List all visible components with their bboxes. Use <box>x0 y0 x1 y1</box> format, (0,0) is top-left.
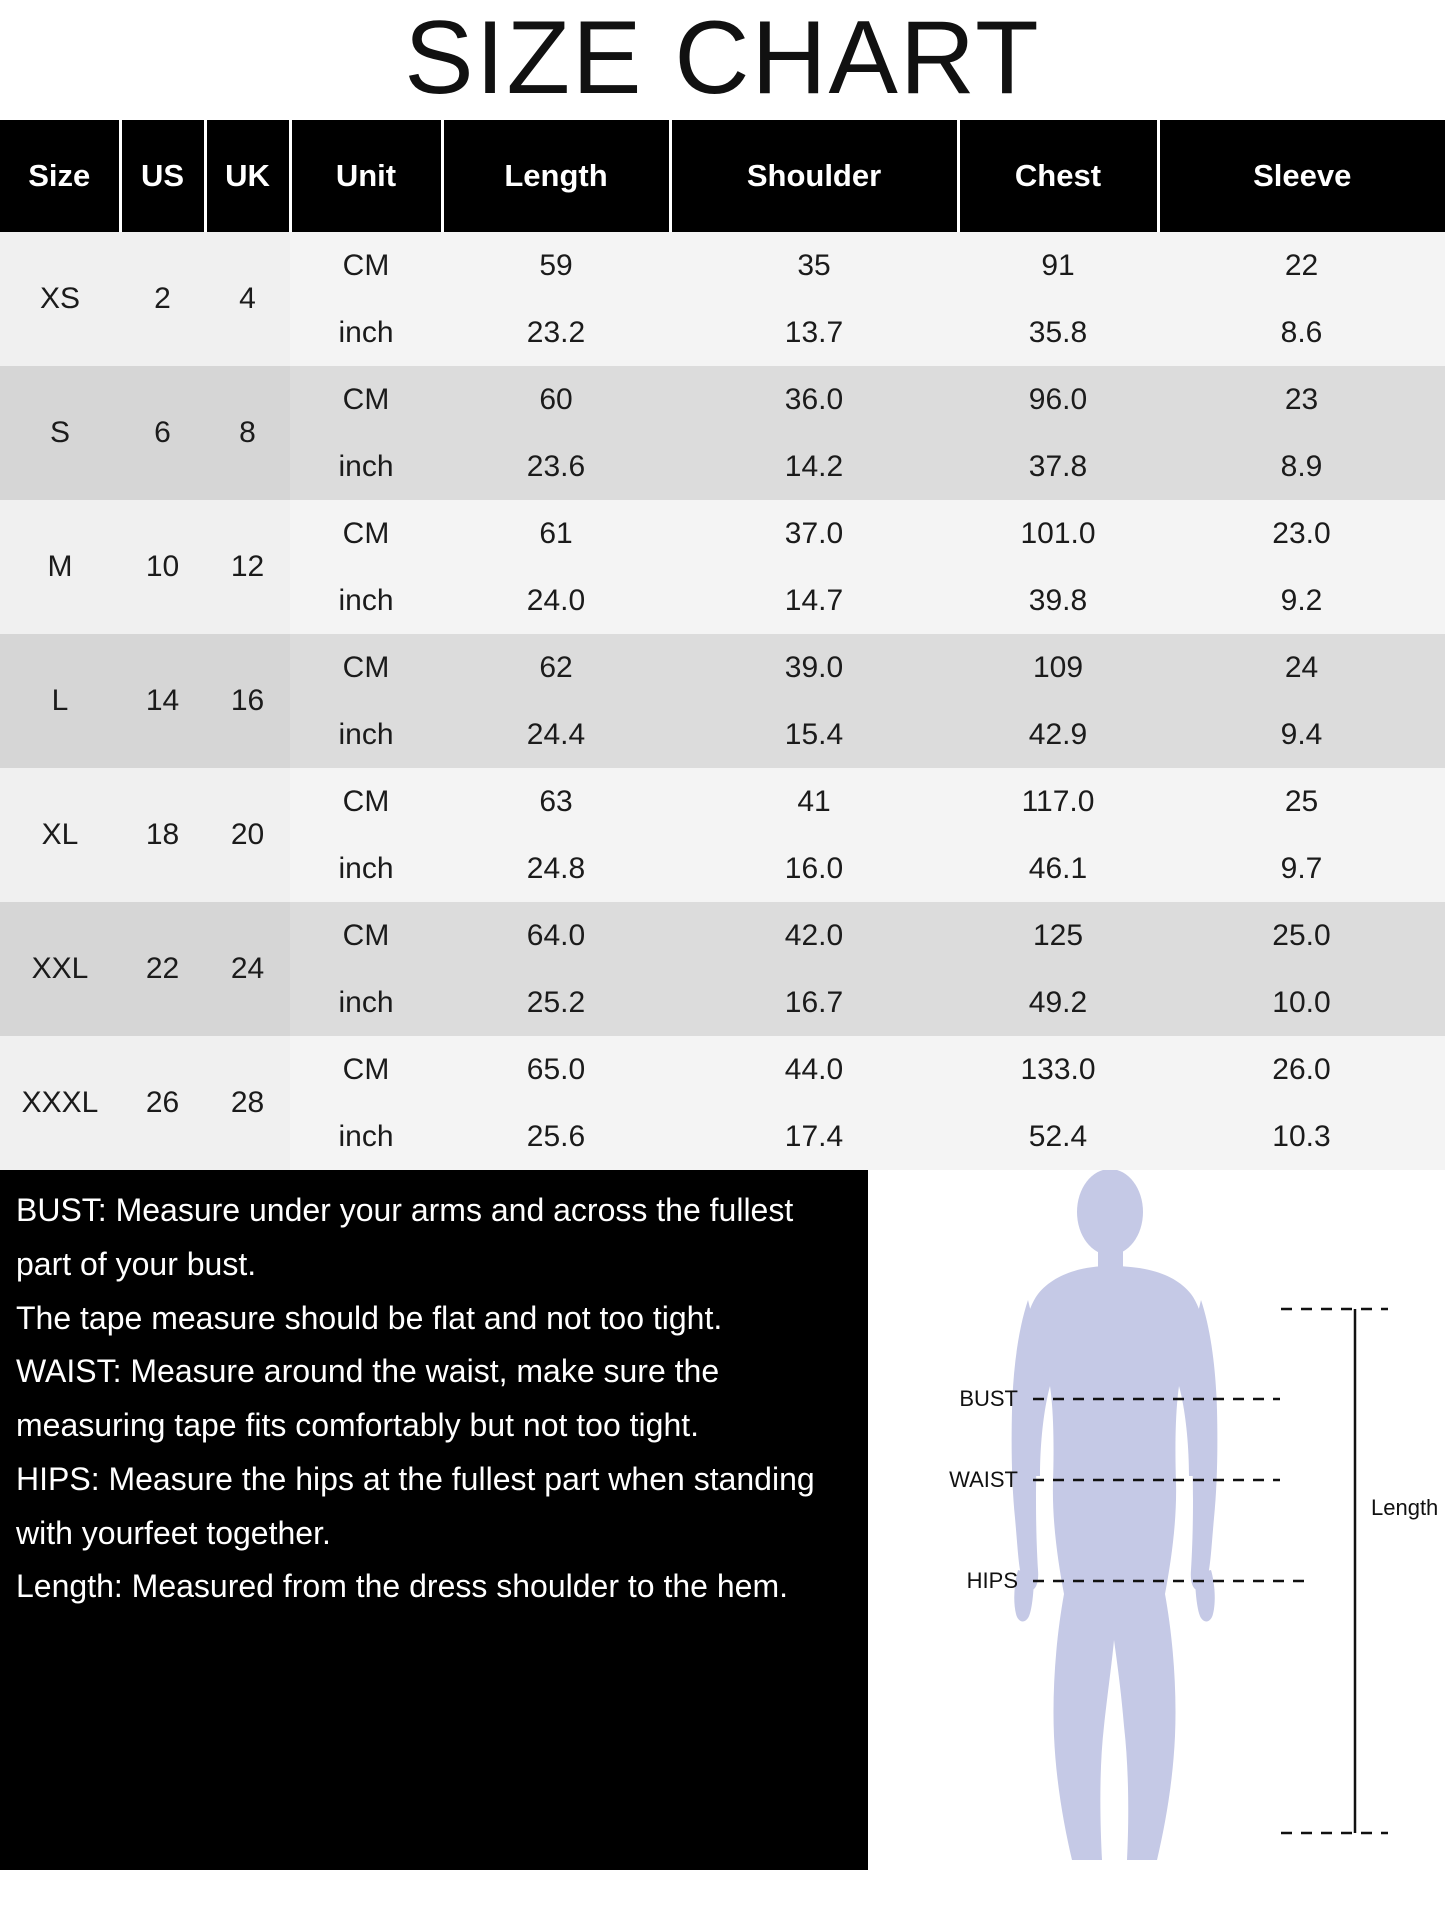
table-row <box>0 232 1445 299</box>
cell-unit: CM <box>290 768 442 835</box>
cell-sleeve: 26.0 <box>1158 1036 1445 1103</box>
cell-size: S <box>0 366 120 500</box>
cell-sleeve: 9.4 <box>1158 701 1445 768</box>
cell-sleeve: 25 <box>1158 768 1445 835</box>
cell-unit: inch <box>290 701 442 768</box>
cell-chest: 42.9 <box>958 701 1158 768</box>
table-row <box>0 634 1445 701</box>
column-header-uk: UK <box>205 120 290 232</box>
cell-shoulder: 13.7 <box>670 299 958 366</box>
size-chart-table <box>0 120 1445 1170</box>
cell-uk: 8 <box>205 366 290 500</box>
cell-length: 23.6 <box>442 433 670 500</box>
cell-uk: 24 <box>205 902 290 1036</box>
cell-unit: inch <box>290 299 442 366</box>
cell-sleeve: 9.7 <box>1158 835 1445 902</box>
cell-chest: 117.0 <box>958 768 1158 835</box>
cell-chest: 125 <box>958 902 1158 969</box>
cell-size: XXL <box>0 902 120 1036</box>
cell-chest: 101.0 <box>958 500 1158 567</box>
length-label: Length <box>1371 1495 1439 1520</box>
cell-length: 25.6 <box>442 1103 670 1170</box>
cell-sleeve: 9.2 <box>1158 567 1445 634</box>
cell-shoulder: 14.2 <box>670 433 958 500</box>
cell-length: 65.0 <box>442 1036 670 1103</box>
cell-shoulder: 35 <box>670 232 958 299</box>
cell-chest: 52.4 <box>958 1103 1158 1170</box>
cell-unit: CM <box>290 500 442 567</box>
cell-length: 60 <box>442 366 670 433</box>
cell-shoulder: 36.0 <box>670 366 958 433</box>
column-header-shoulder: Shoulder <box>670 120 958 232</box>
table-header-row <box>0 120 1445 232</box>
cell-shoulder: 42.0 <box>670 902 958 969</box>
cell-unit: inch <box>290 1103 442 1170</box>
cell-shoulder: 39.0 <box>670 634 958 701</box>
cell-unit: inch <box>290 433 442 500</box>
cell-unit: CM <box>290 902 442 969</box>
cell-unit: CM <box>290 1036 442 1103</box>
bust-label: BUST <box>959 1386 1018 1411</box>
cell-chest: 39.8 <box>958 567 1158 634</box>
cell-chest: 96.0 <box>958 366 1158 433</box>
cell-chest: 91 <box>958 232 1158 299</box>
cell-uk: 16 <box>205 634 290 768</box>
cell-sleeve: 8.6 <box>1158 299 1445 366</box>
cell-unit: inch <box>290 969 442 1036</box>
waist-label: WAIST <box>949 1467 1018 1492</box>
cell-us: 6 <box>120 366 205 500</box>
table-row <box>0 366 1445 433</box>
cell-chest: 46.1 <box>958 835 1158 902</box>
cell-length: 59 <box>442 232 670 299</box>
cell-unit: inch <box>290 567 442 634</box>
female-body-silhouette-icon <box>1012 1170 1218 1860</box>
column-header-unit: Unit <box>290 120 442 232</box>
table-row <box>0 1036 1445 1103</box>
cell-uk: 20 <box>205 768 290 902</box>
cell-size: XS <box>0 232 120 366</box>
cell-uk: 28 <box>205 1036 290 1170</box>
cell-chest: 35.8 <box>958 299 1158 366</box>
cell-shoulder: 14.7 <box>670 567 958 634</box>
table-row <box>0 902 1445 969</box>
table-row <box>0 768 1445 835</box>
cell-sleeve: 22 <box>1158 232 1445 299</box>
cell-shoulder: 17.4 <box>670 1103 958 1170</box>
cell-sleeve: 8.9 <box>1158 433 1445 500</box>
cell-length: 24.4 <box>442 701 670 768</box>
page-title: SIZE CHART <box>404 0 1041 116</box>
cell-sleeve: 10.3 <box>1158 1103 1445 1170</box>
note-tape: The tape measure should be flat and not too tight. <box>16 1299 723 1336</box>
cell-uk: 12 <box>205 500 290 634</box>
cell-length: 24.8 <box>442 835 670 902</box>
cell-shoulder: 16.0 <box>670 835 958 902</box>
cell-unit: CM <box>290 634 442 701</box>
cell-us: 26 <box>120 1036 205 1170</box>
cell-sleeve: 25.0 <box>1158 902 1445 969</box>
column-header-chest: Chest <box>958 120 1158 232</box>
cell-sleeve: 10.0 <box>1158 969 1445 1036</box>
cell-size: L <box>0 634 120 768</box>
cell-chest: 133.0 <box>958 1036 1158 1103</box>
cell-length: 64.0 <box>442 902 670 969</box>
cell-length: 63 <box>442 768 670 835</box>
cell-chest: 49.2 <box>958 969 1158 1036</box>
cell-size: XXXL <box>0 1036 120 1170</box>
cell-size: XL <box>0 768 120 902</box>
cell-unit: CM <box>290 232 442 299</box>
cell-length: 61 <box>442 500 670 567</box>
cell-length: 23.2 <box>442 299 670 366</box>
column-header-us: US <box>120 120 205 232</box>
cell-size: M <box>0 500 120 634</box>
hips-label: HIPS <box>966 1568 1018 1593</box>
column-header-size: Size <box>0 120 120 232</box>
cell-sleeve: 23 <box>1158 366 1445 433</box>
cell-sleeve: 24 <box>1158 634 1445 701</box>
cell-us: 18 <box>120 768 205 902</box>
note-bust: BUST: Measure under your arms and across the fullest part of your bust. <box>16 1192 794 1282</box>
note-length: Length: Measured from the dress shoulder to the hem. <box>16 1568 788 1605</box>
cell-shoulder: 37.0 <box>670 500 958 567</box>
cell-unit: inch <box>290 835 442 902</box>
note-waist: WAIST: Measure around the waist, make sure the measuring tape fits comfortably but not too tight. <box>16 1353 720 1443</box>
cell-unit: CM <box>290 366 442 433</box>
note-hips: HIPS: Measure the hips at the fullest part when standing with yourfeet together. <box>16 1460 815 1551</box>
cell-length: 62 <box>442 634 670 701</box>
cell-shoulder: 44.0 <box>670 1036 958 1103</box>
cell-us: 10 <box>120 500 205 634</box>
cell-chest: 109 <box>958 634 1158 701</box>
column-header-length: Length <box>442 120 670 232</box>
cell-chest: 37.8 <box>958 433 1158 500</box>
measurement-instructions <box>0 1170 868 1870</box>
cell-uk: 4 <box>205 232 290 366</box>
cell-shoulder: 16.7 <box>670 969 958 1036</box>
bottom-section <box>0 1170 1445 1870</box>
cell-shoulder: 15.4 <box>670 701 958 768</box>
cell-sleeve: 23.0 <box>1158 500 1445 567</box>
cell-shoulder: 41 <box>670 768 958 835</box>
cell-us: 14 <box>120 634 205 768</box>
table-row <box>0 500 1445 567</box>
cell-us: 2 <box>120 232 205 366</box>
column-header-sleeve: Sleeve <box>1158 120 1445 232</box>
measurement-figure <box>868 1170 1445 1870</box>
cell-length: 24.0 <box>442 567 670 634</box>
cell-length: 25.2 <box>442 969 670 1036</box>
cell-us: 22 <box>120 902 205 1036</box>
